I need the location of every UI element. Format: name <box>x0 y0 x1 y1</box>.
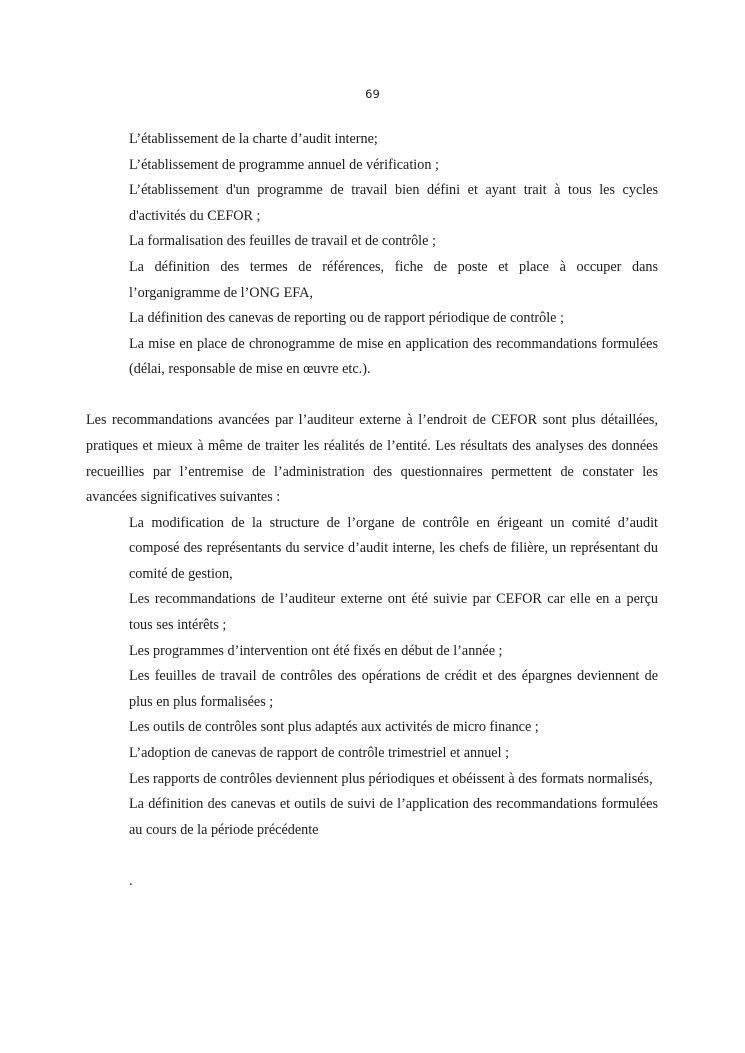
list-item: La modification de la structure de l’organe de contrôle en érigeant un comité d’audit composé des représentants du service d’audit interne, les chefs de filière, un représentant du comité de gestion, <box>129 514 658 582</box>
list-item: Les feuilles de travail de contrôles des opérations de crédit et des épargnes deviennent de plus en plus formalisées ; <box>129 668 658 710</box>
list-item: L’adoption de canevas de rapport de contrôle trimestriel et annuel ; <box>129 745 510 762</box>
list-item: La formalisation des feuilles de travail et de contrôle ; <box>129 233 436 250</box>
list-item: L’établissement de programme annuel de vérification ; <box>129 156 439 173</box>
list-item: La définition des canevas de reporting ou de rapport périodique de contrôle ; <box>129 310 564 327</box>
audit-measures-list <box>86 127 658 383</box>
list-item: Les outils de contrôles sont plus adaptés aux activités de micro finance ; <box>129 719 539 736</box>
page-number: 69 <box>365 87 380 101</box>
list-item: La mise en place de chronogramme de mise en application des recommandations formulées (délai, responsable de mise en œuvre etc.). <box>129 335 658 378</box>
body-paragraph: Les recommandations avancées par l’auditeur externe à l’endroit de CEFOR sont plus détaillées, pratiques et mieux à même de traiter les réalités de l’entité. Les résultats des analyses des données recueillies par l’entremise de l’administration des questionnaires permettent de constater les avancées significatives suivantes : <box>86 412 658 506</box>
list-item: L’établissement de la charte d’audit interne; <box>129 131 378 147</box>
list-item: L’établissement d'un programme de travail bien défini et ayant trait à tous les cycles d'activités du CEFOR ; <box>129 182 658 224</box>
advances-list <box>86 511 658 844</box>
list-item: La définition des termes de références, fiche de poste et place à occuper dans l’organigramme de l’ONG EFA, <box>129 258 658 301</box>
list-item: Les rapports de contrôles deviennent plus périodiques et obéissent à des formats normalisés, <box>129 770 653 787</box>
list-item: Les recommandations de l’auditeur externe ont été suivie par CEFOR car elle en a perçu tous ses intérêts ; <box>129 591 658 634</box>
list-item: La définition des canevas et outils de suivi de l’application des recommandations formulées au cours de la période précédente <box>129 796 658 838</box>
list-item: Les programmes d’intervention ont été fixés en début de l’année ; <box>129 642 503 659</box>
document-body <box>86 127 658 895</box>
trailing-mark: . <box>129 873 133 890</box>
